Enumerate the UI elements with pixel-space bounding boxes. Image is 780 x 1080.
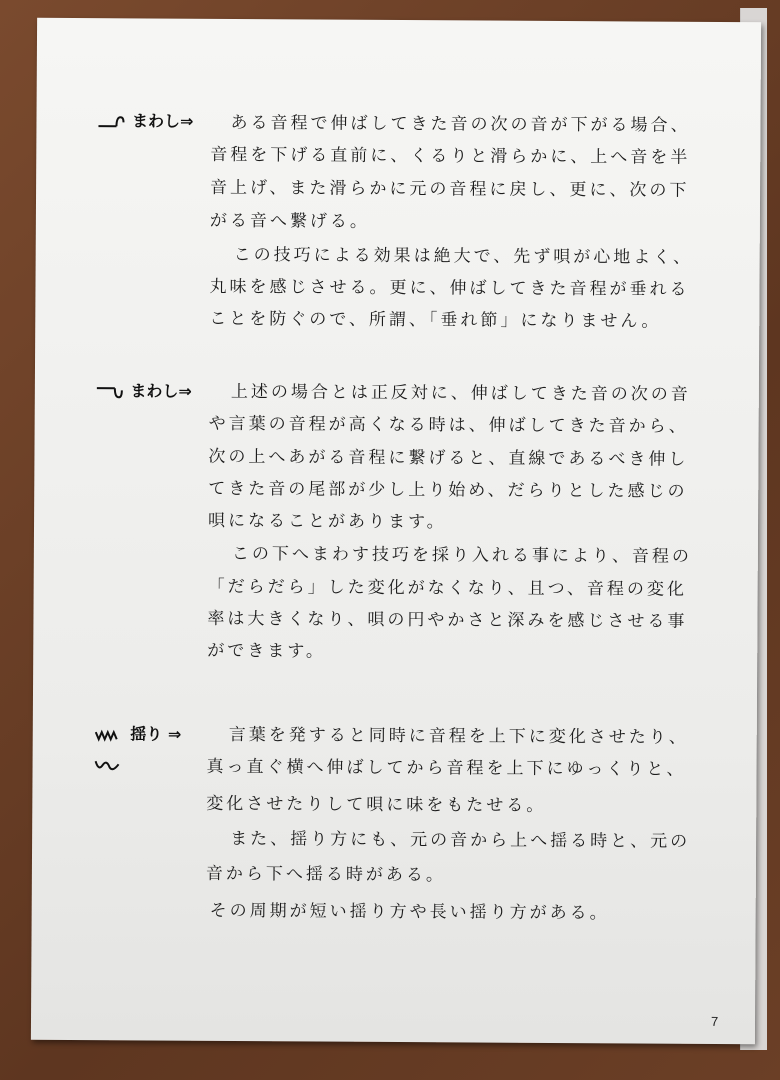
text-line: 次の上へあがる音程に繋げると、直線であるべき伸し (208, 446, 689, 470)
long-wave-symbol-icon (95, 758, 121, 772)
text-line: 音から下へ揺る時がある。 (205, 863, 446, 886)
text-line: 「だらだら」した変化がなくなり、且つ、音程の変化 (207, 576, 688, 600)
turn-down-symbol-icon (95, 384, 125, 400)
text-line: 変化させたりして唄に味をもたせる。 (206, 793, 547, 816)
page-number: 7 (710, 1013, 719, 1029)
text-line: 音上げ、また滑らかに元の音程に戻し、更に、次の下 (210, 177, 690, 201)
section-yuri-heading (95, 724, 182, 745)
text-line: 上述の場合とは正反対に、伸ばしてきた音の次の音 (230, 381, 691, 405)
text-line: 真っ直ぐ横へ伸ばしてから音程を上下にゆっくりと、 (206, 756, 687, 780)
section-label: まわし⇒ (130, 381, 192, 401)
short-wave-symbol-icon (95, 728, 119, 742)
turn-up-symbol-icon (96, 114, 126, 130)
text-line: その周期が短い揺り方や長い揺り方がある。 (209, 900, 610, 924)
text-line: また、揺り方にも、元の音から上へ揺る時と、元の (230, 828, 691, 852)
document-page (31, 18, 761, 1044)
text-line: ことを防ぐので、所謂、「垂れ節」になりません。 (209, 308, 662, 332)
text-line: 唄になることがあります。 (207, 510, 447, 533)
text-line: や言葉の音程が高くなる時は、伸ばしてきた音から、 (208, 413, 689, 437)
text-line: ある音程で伸ばしてきた音の次の音が下がる場合、 (230, 112, 691, 136)
section-label: 揺り ⇒ (130, 724, 182, 744)
section-mawashi-up-heading (96, 111, 193, 132)
text-line: 言葉を発すると同時に音程を上下に変化させたり、 (228, 724, 689, 748)
section-label: まわし⇒ (132, 111, 194, 131)
text-line: 音程を下げる直前に、くるりと滑らかに、上へ音を半 (210, 144, 691, 168)
text-line: てきた音の尾部が少し上り始め、だらりとした感じの (208, 478, 688, 502)
text-line: 丸味を感じさせる。更に、伸ばしてきた音程が垂れる (209, 276, 690, 300)
text-line: がる音へ繋げる。 (209, 210, 370, 232)
section-mawashi-down-heading (95, 381, 192, 402)
text-line: この下へまわす技巧を採り入れる事により、音程の (231, 543, 692, 567)
text-line: ができます。 (207, 640, 326, 662)
text-line: 率は大きくなり、唄の円やかさと深みを感じさせる事 (207, 608, 688, 632)
text-line: この技巧による効果は絶大で、先ず唄が心地よく、 (233, 245, 694, 268)
